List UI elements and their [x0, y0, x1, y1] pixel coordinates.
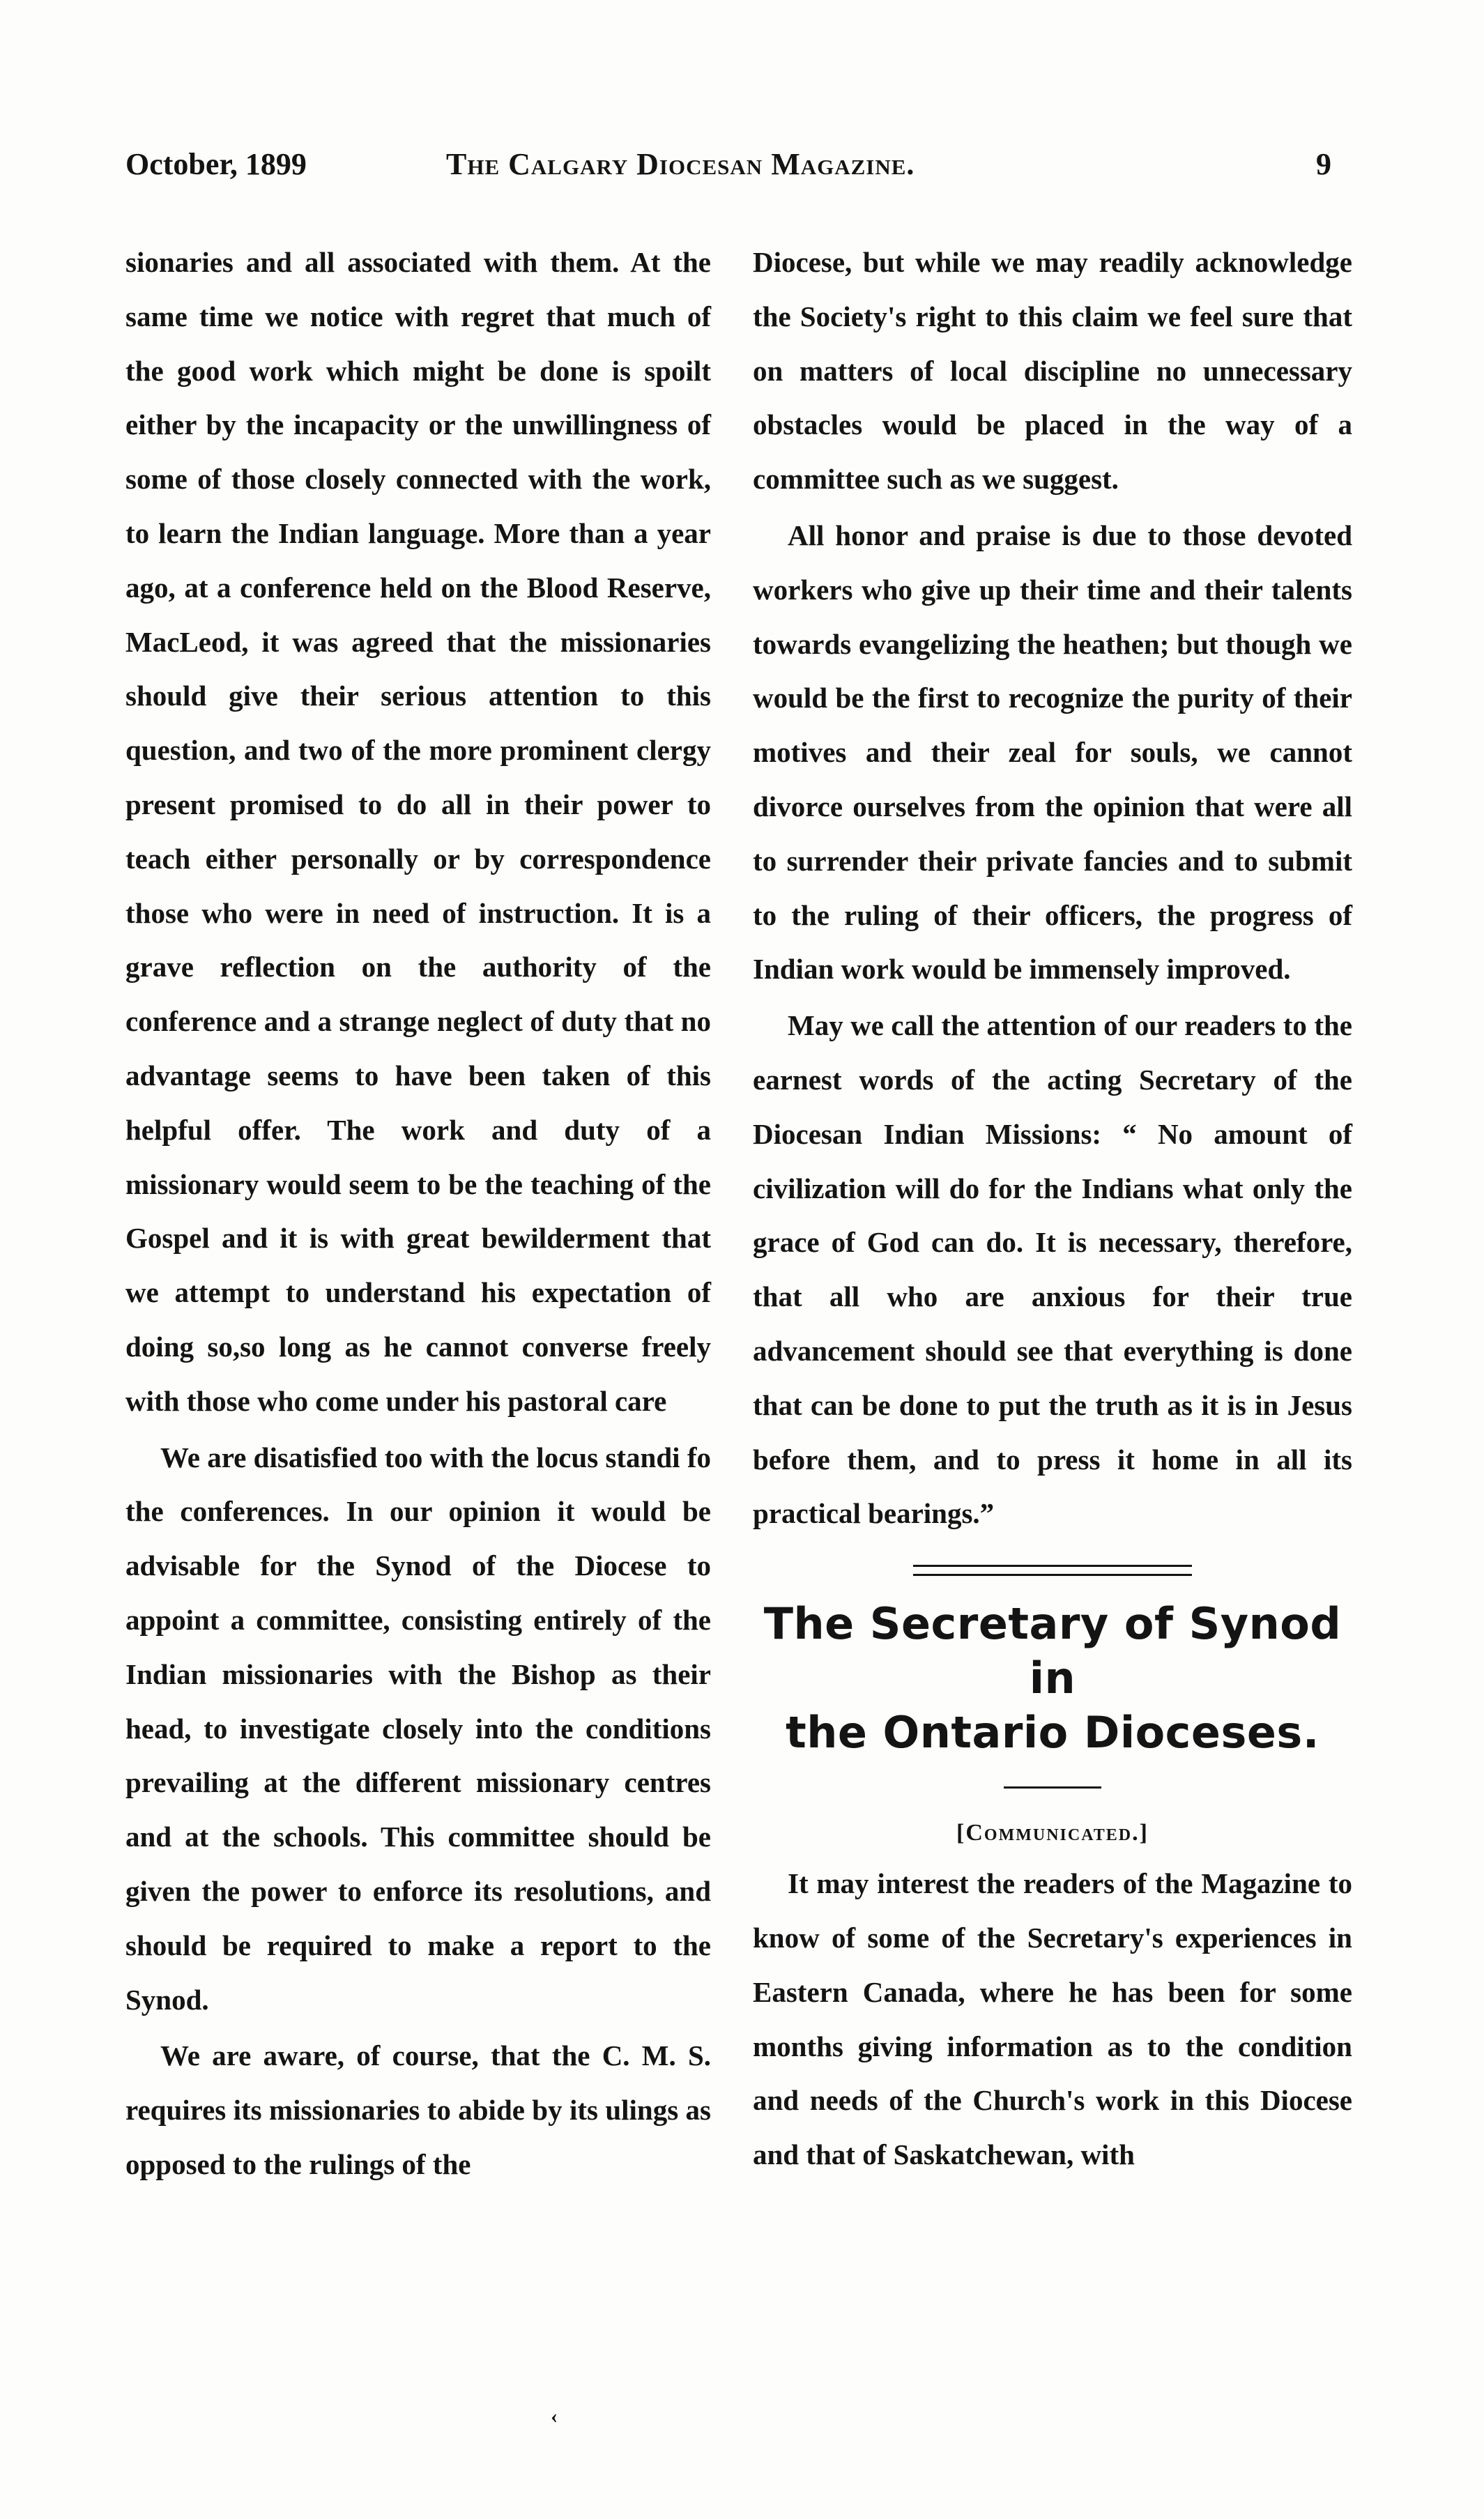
right-paragraph-4: It may interest the readers of the Magazine to know of some of the Secretary's experiences in Eastern Canada, where he has been for some months giving information as to the condition and needs of the Church's work in this Diocese and that of Saskatchewan, with [753, 1867, 1352, 2171]
right-paragraph-1: Diocese, but while we may readily acknowledge the Society's right to this claim we feel sure that on matters of local discipline no unnecessary obstacles would be placed in the way of a committee such as we suggest. [753, 246, 1352, 496]
communicated-label: [Communicated.] [956, 1820, 1149, 1846]
section-heading-line-2: the Ontario Dioceses. [786, 1707, 1319, 1759]
right-paragraph-3: May we call the attention of our readers to the earnest words of the acting Secretary of the Diocesan Indian Missions: “ No amount of civilization will do for the Indians what only the grace of God can do. It is necessary, therefore, that all who are anxious for their true advancement should see that everything is done that can be done to put the truth as it is in Jesus before them, and to press it home in all its practical bearings.” [753, 1009, 1352, 1530]
section-heading-line-1: The Secretary of Synod in [763, 1598, 1342, 1704]
page-number: 9 [1316, 147, 1331, 181]
footer-mark: ‹ [551, 2405, 558, 2428]
right-column [753, 236, 1352, 2182]
heading-rule [1004, 1786, 1101, 1789]
section-divider [913, 1565, 1192, 1576]
left-paragraph-2: We are disatisfied too with the locus standi fo the conferences. In our opinion it would be advisable for the Synod of the Diocese to appoint a committee, consisting entirely of the Indian missionaries with the Bishop as their head, to investigate closely into the conditions prevailing at the different missionary centres and at the schools. This committee should be given the power to enforce its resolutions, and should be required to make a report to the Synod. [125, 1441, 711, 2016]
left-column [125, 236, 711, 2192]
right-paragraph-2: All honor and praise is due to those devoted workers who give up their time and their talents towards evangelizing the heathen; but though we would be the first to recognize the purity of their motives and their zeal for souls, we cannot divorce ourselves from the opinion that were all to surrender their private fancies and to submit to the ruling of their officers, the progress of Indian work would be immensely improved. [753, 519, 1352, 986]
left-paragraph-3: We are aware, of course, that the C. M. S. requires its missionaries to abide by its ulings as opposed to the rulings of the [125, 2039, 711, 2180]
magazine-title: The Calgary Diocesan Magazine. [446, 147, 915, 181]
section-heading [753, 1597, 1352, 1760]
left-paragraph-1: sionaries and all associated with them. At the same time we notice with regret that much of the good work which might be done is spoilt either by the incapacity or the unwillingness of some of those closely connected with the work, to learn the Indian language. More than a year ago, at a conference held on the Blood Reserve, MacLeod, it was agreed that the missionaries should give their serious attention to this question, and two of the more prominent clergy present promised to do all in their power to teach either personally or by correspondence those who were in need of instruction. It is a grave reflection on the authority of the conference and a strange neglect of duty that no advantage seems to have been taken of this helpful offer. The work and duty of a missionary would seem to be the teaching of the Gospel and it is with great bewilderment that we attempt to understand his expectation of doing so,so long as he cannot converse freely with those who come under his pastoral care [125, 246, 711, 1417]
page-header [125, 146, 1331, 188]
issue-date: October, 1899 [125, 147, 307, 181]
